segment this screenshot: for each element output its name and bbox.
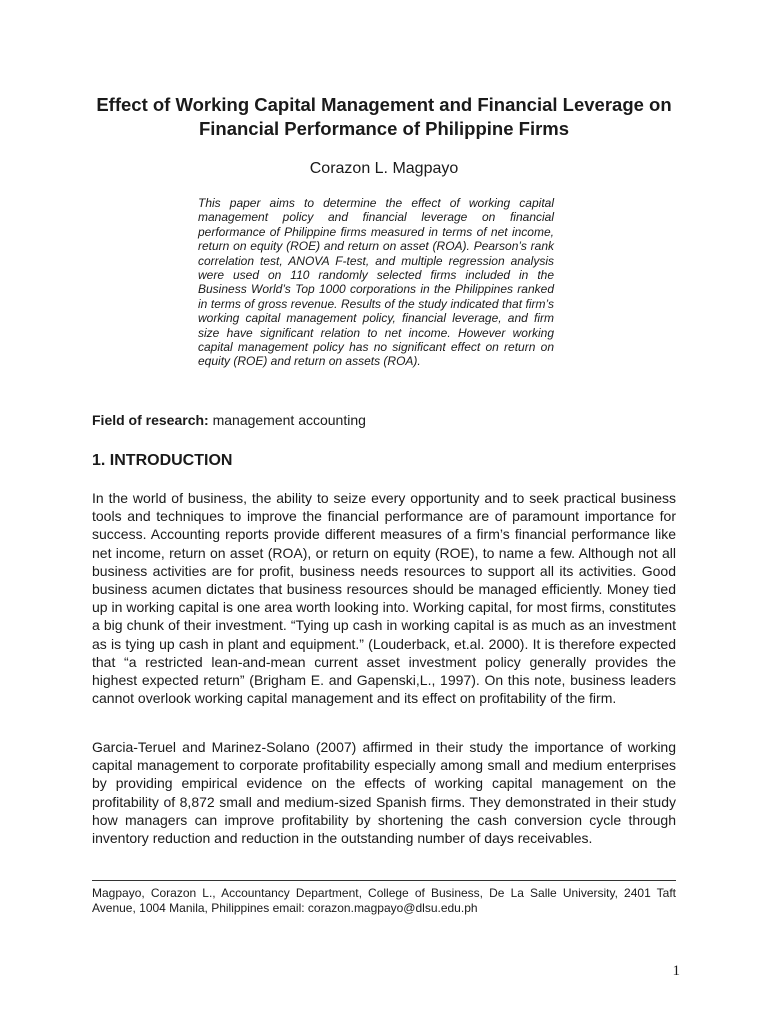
introduction-paragraph-2: Garcia-Teruel and Marinez-Solano (2007) affirmed in their study the importance of working capital management to corporate profitability especially among small and medium enterprises by providing empirical evidence on the effects of working capital management on the profitability of 8,872 small and medium-sized Spanish firms. They demonstrated in their study how managers can improve profitability by shortening the cash conversion cycle through inventory reduction and reduction in the outstanding number of days receivables. (92, 739, 676, 847)
section-heading-introduction: 1. INTRODUCTION (92, 452, 233, 469)
field-value: management accounting (208, 412, 366, 428)
page-number: 1 (672, 963, 680, 979)
paper-title: Effect of Working Capital Management and Financial Leverage on Financial Performance of Philippine Firms (96, 94, 672, 139)
field-label: Field of research: (92, 412, 209, 428)
abstract: This paper aims to determine the effect of working capital management policy and financial leverage on financial performance of Philippine firms measured in terms of net income, return on equity (ROE) and return on asset (ROA). Pearson’s rank correlation test, ANOVA F-test, and multiple regression analysis were used on 110 randomly selected firms included in the Business World’s Top 1000 corporations in the Philippines ranked in terms of gross revenue. Results of the study indicated that firm’s working capital management policy, financial leverage, and firm size have significant relation to net income. However working capital management policy has no significant effect on return on equity (ROE) and return on assets (ROA). (198, 196, 554, 369)
introduction-paragraph-1: In the world of business, the ability to seize every opportunity and to seek practical business tools and techniques to improve the financial performance are of paramount importance for success. Accounting reports provide different measures of a firm’s financial performance like net income, return on asset (ROA), or return on equity (ROE), to name a few. Although not all business activities are for profit, business needs resources to support all its activities. Good business acumen dictates that business resources should be managed efficiently. Money tied up in working capital is one area worth looking into. Working capital, for most firms, constitutes a big chunk of their investment. “Tying up cash in working capital is as much as an investment as is tying up cash in plant and equipment.” (Louderback, et.al. 2000). It is therefore expected that “a restricted lean-and-mean current asset investment policy generally provides the highest expected return” (Brigham E. and Gapenski,L., 1997). On this note, business leaders cannot overlook working capital management and its effect on profitability of the firm. (92, 490, 676, 707)
footnote-divider (92, 880, 676, 881)
author-name: Corazon L. Magpayo (309, 160, 459, 177)
author-affiliation-footnote: Magpayo, Corazon L., Accountancy Department, College of Business, De La Salle University, 2401 Taft Avenue, 1004 Manila, Philippines email: corazon.magpayo@dlsu.edu.ph (92, 886, 676, 915)
field-of-research (92, 411, 692, 429)
